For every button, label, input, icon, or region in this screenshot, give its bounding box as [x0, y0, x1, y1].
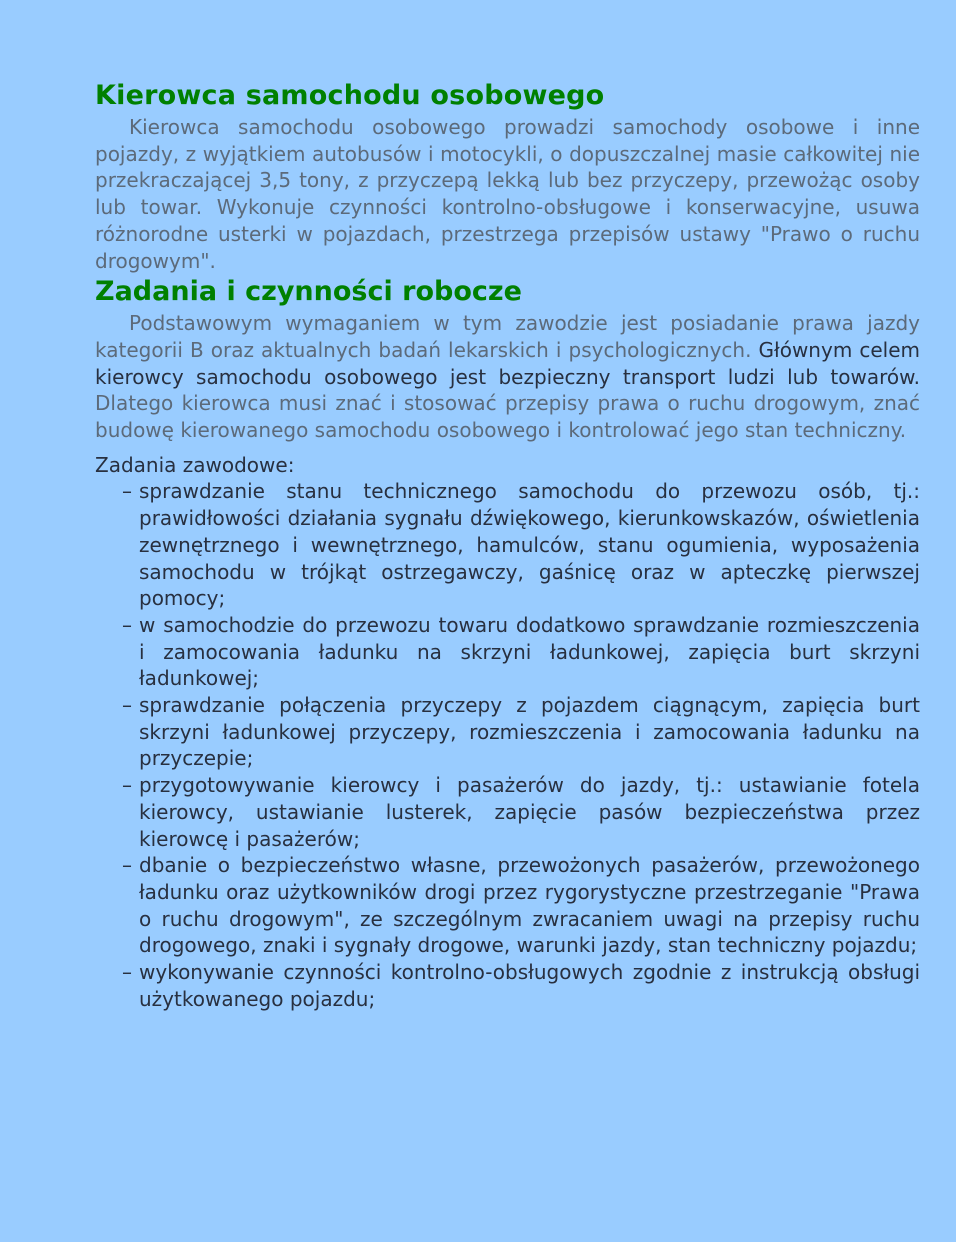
- document-content: [95, 78, 920, 1013]
- bullet-dash: –: [122, 853, 132, 878]
- bullet-dash: –: [122, 773, 132, 798]
- list-item: [95, 692, 920, 772]
- list-item-text: wykonywanie czynności kontrolno-obsługowych zgodnie z instrukcją obsługi użytkowanego pojazdu;: [139, 960, 920, 1011]
- intro-text-part2: Wykonuje czynności kontrolno-obsługowe i konserwacyjne, usuwa różnorodne usterki w pojazdach, przestrzega przepisów ustawy "Prawo o ruchu drogowym".: [95, 195, 921, 273]
- list-item: [95, 959, 920, 1012]
- section-text-part1: Podstawowym wymaganiem w tym zawodzie jest posiadanie prawa jazdy kategorii B oraz aktualnych badań lekarskich i psychologicznych.: [95, 311, 920, 362]
- bullet-dash: –: [122, 612, 132, 637]
- section-text-part2: Głównym celem kierowcy samochodu osobowego jest bezpieczny transport ludzi lub towarów.: [95, 337, 921, 389]
- list-item-text: w samochodzie do przewozu towaru dodatkowo sprawdzanie rozmieszczenia i zamocowania ładunku na skrzyni ładunkowej, zapięcia burt skrzyni ładunkowej;: [139, 612, 920, 691]
- bullet-dash: –: [122, 479, 132, 504]
- list-item-text: sprawdzanie stanu technicznego samochodu do przewozu osób, tj.: prawidłowości działania sygnału dźwiękowego, kierunkowskazów, oświetlenia zewnętrznego i wewnętrznego, hamulców, stanu ogumienia, wyposażenia samochodu w trójkąt ostrzegawczy, gaśnicę oraz w apteczkę pierwszej pomocy;: [139, 479, 920, 611]
- intro-text-part1: Kierowca samochodu osobowego prowadzi samochody osobowe i inne pojazdy, z wyjątkiem autobusów i motocykli, o dopuszczalnej masie całkowitej nie przekraczającej 3,5 tony, z przyczepą lekką lub bez przyczepy, przewożąc osoby lub towar.: [95, 115, 920, 220]
- list-item: [95, 478, 920, 612]
- list-item-text: dbanie o bezpieczeństwo własne, przewożonych pasażerów, przewożonego ładunku oraz użytkowników drogi przez rygorystyczne przestrzeganie "Prawa o ruchu drogowym", ze szczególnym zwracaniem uwagi na przepisy ruchu drogowego, znaki i sygnały drogowe, warunki jazdy, stan techniczny pojazdu;: [139, 853, 920, 958]
- tasks-label: Zadania zawodowe:: [95, 452, 295, 477]
- list-item: [95, 772, 920, 852]
- list-item: [95, 612, 920, 692]
- task-list: [95, 478, 920, 1012]
- section-paragraph: [95, 310, 920, 444]
- intro-paragraph: [95, 114, 920, 274]
- page-title: Kierowca samochodu osobowego: [95, 80, 605, 111]
- bullet-dash: –: [122, 960, 132, 985]
- list-item-text: sprawdzanie połączenia przyczepy z pojazdem ciągnącym, zapięcia burt skrzyni ładunkowej przyczepy, rozmieszczenia i zamocowania ładunku na przyczepie;: [139, 693, 920, 771]
- list-item: [95, 852, 920, 959]
- section-text-part3: Dlatego kierowca musi znać i stosować przepisy prawa o ruchu drogowym, znać budowę kierowanego samochodu osobowego i kontrolować jego stan techniczny.: [95, 391, 920, 443]
- section-title: Zadania i czynności robocze: [95, 276, 522, 308]
- bullet-dash: –: [122, 693, 132, 718]
- list-item-text: przygotowywanie kierowcy i pasażerów do jazdy, tj.: ustawianie fotela kierowcy, ustawianie lusterek, zapięcie pasów bezpieczeństwa przez kierowcę i pasażerów;: [139, 773, 920, 851]
